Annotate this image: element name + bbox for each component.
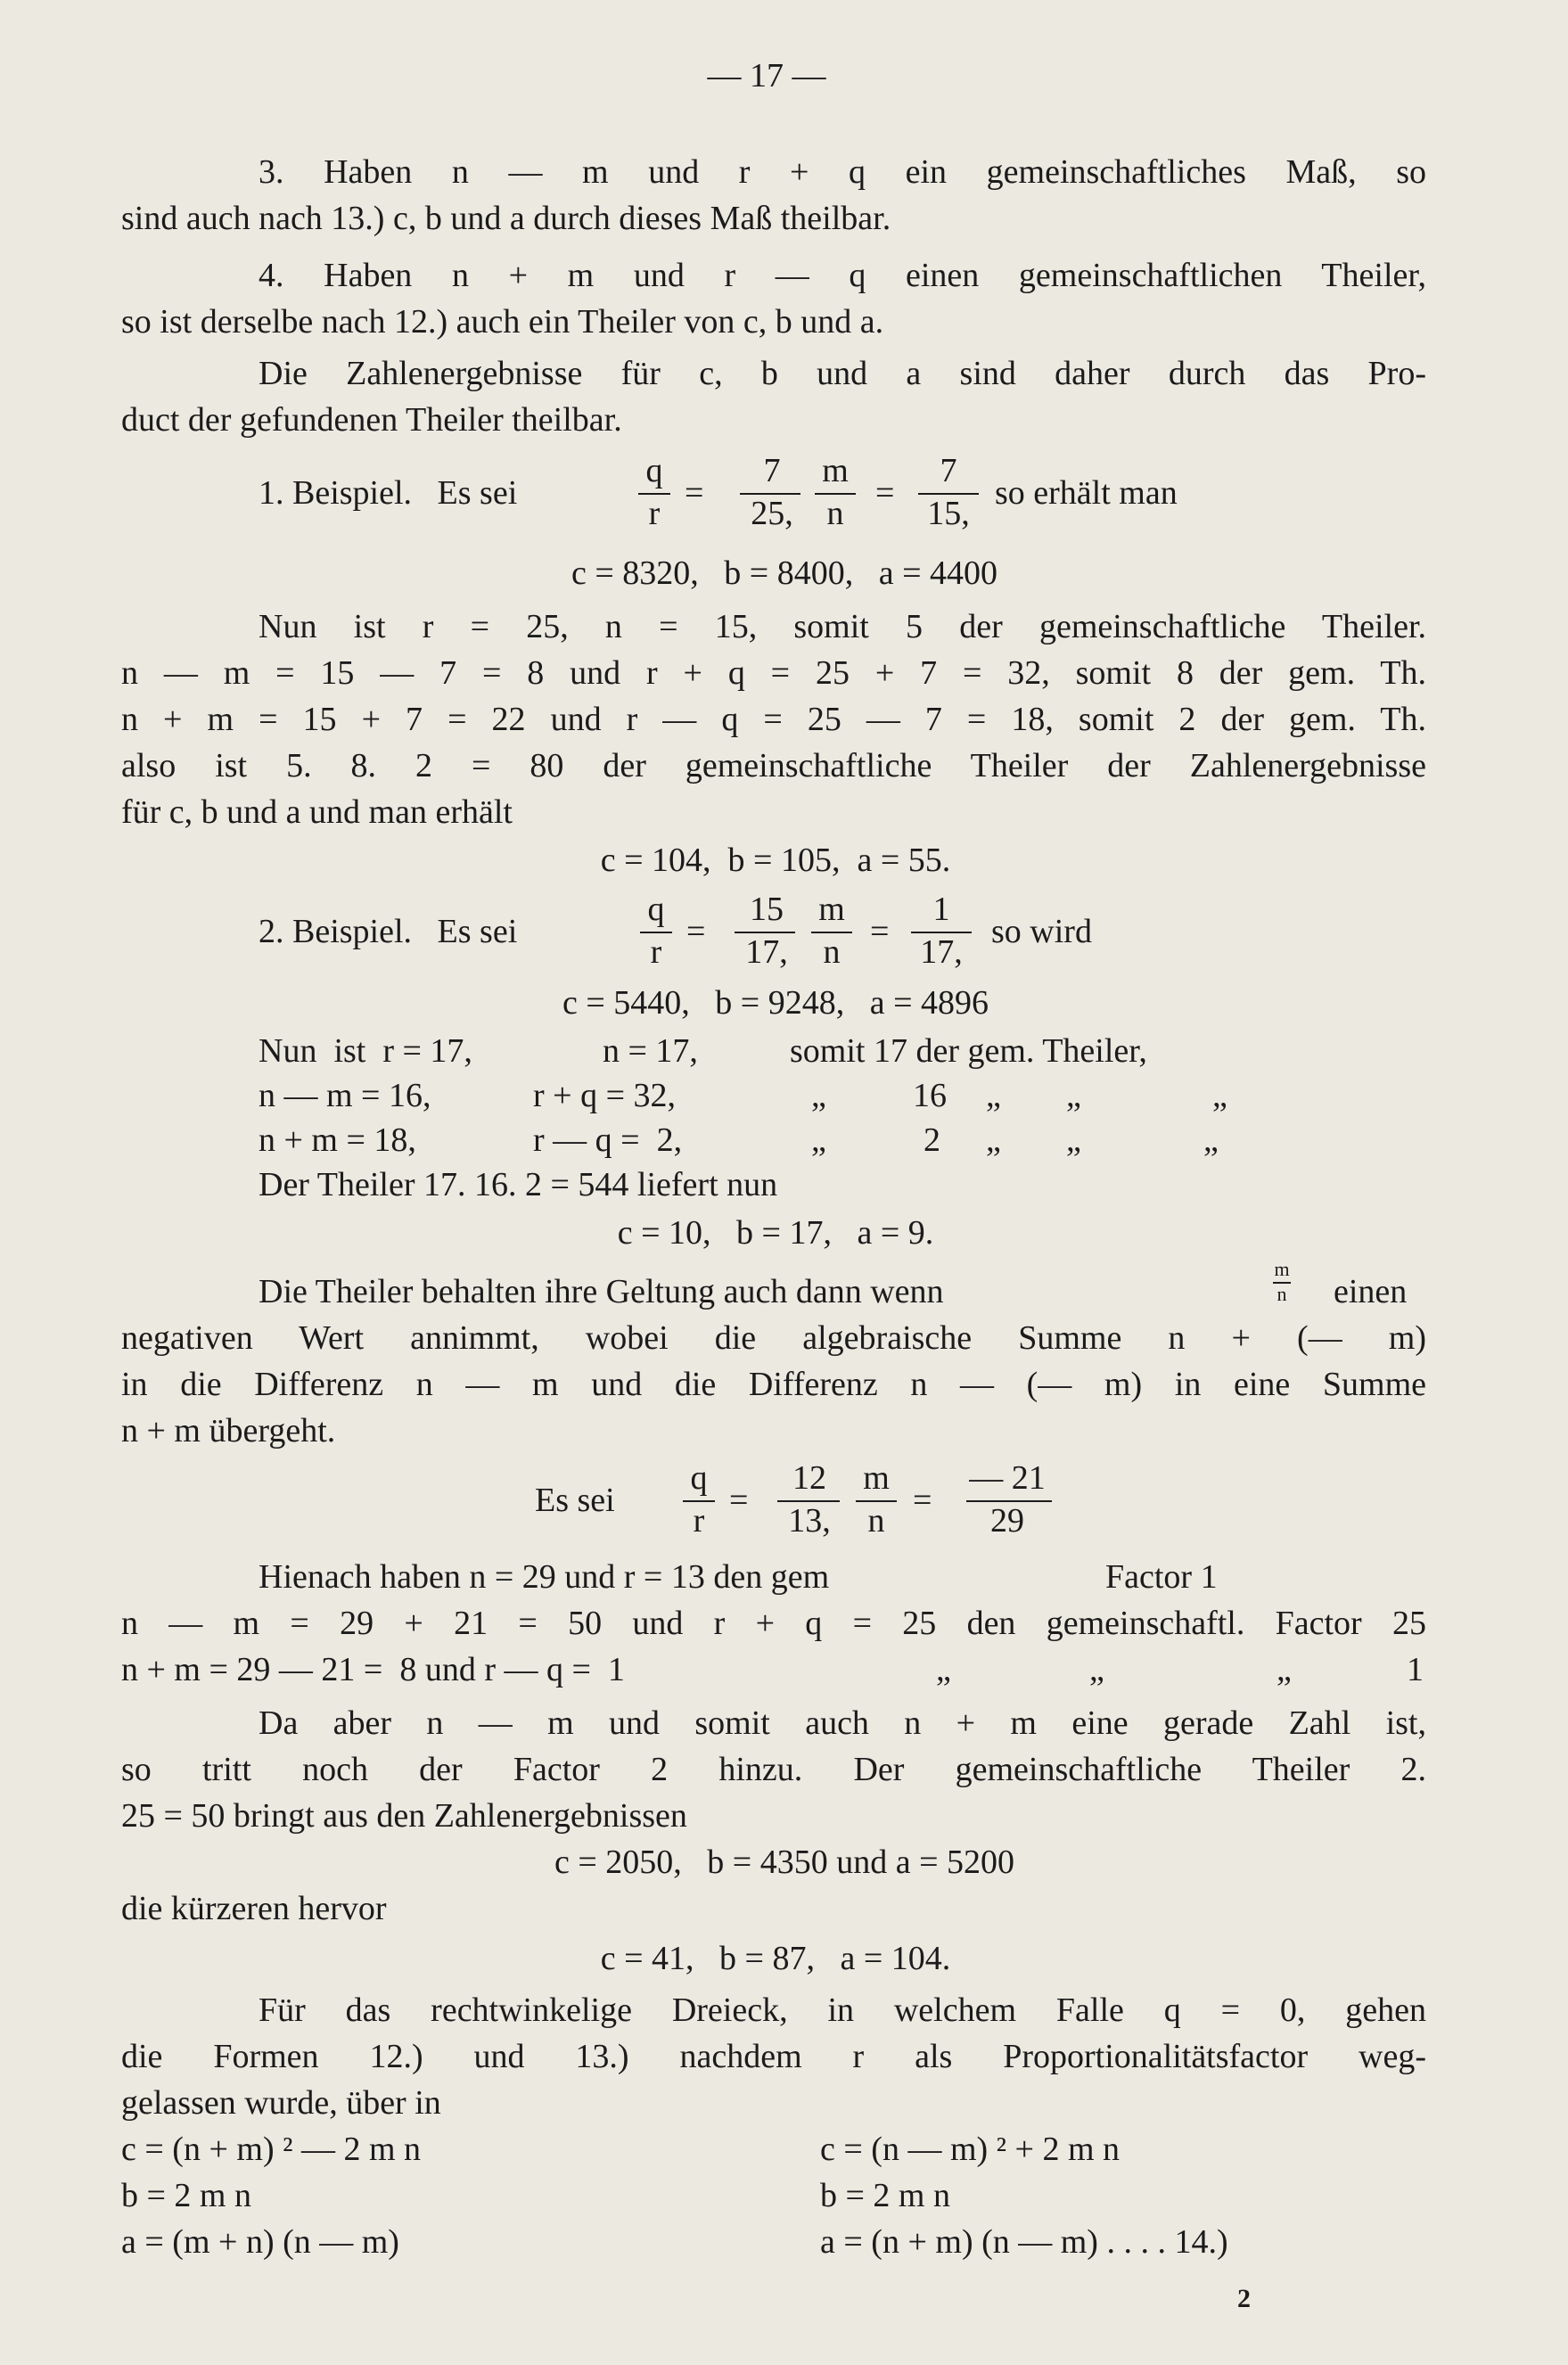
ex1-outro: so erhält man — [995, 474, 1178, 512]
ex3-row-3-num: 1 — [1407, 1651, 1424, 1688]
ex2-frac-n1: 15 — [750, 891, 784, 928]
ex2-row-2-ditto-3: „ — [1066, 1077, 1081, 1114]
ex2-row-2-b: r + q = 32, — [533, 1077, 677, 1114]
rt-line-3: gelassen wurde, über in — [121, 2084, 441, 2122]
ex3-row-2: n — m = 29 + 21 = 50 und r + q = 25 den gemeinschaftl. Factor 25 — [121, 1605, 1426, 1642]
ex2-outro: so wird — [991, 913, 1092, 950]
ex3-final: c = 41, b = 87, a = 104. — [600, 1940, 951, 1977]
ex3-row-1-a: Hienach haben n = 29 und r = 13 den gem — [259, 1558, 830, 1596]
rt-line-1: Für das rechtwinkelige Dreieck, in welchem Falle q = 0, gehen — [259, 1991, 1426, 2029]
ex2-row-2-ditto-2: „ — [986, 1077, 1001, 1114]
ex1-line-3: n + m = 15 + 7 = 22 und r — q = 25 — 7 = 18, somit 2 der gem. Th. — [121, 701, 1426, 738]
ex2-line-4: Der Theiler 17. 16. 2 = 544 liefert nun — [259, 1166, 778, 1203]
ex1-final: c = 104, b = 105, a = 55. — [600, 842, 951, 879]
ex2-row-3-a: n + m = 18, — [259, 1121, 416, 1159]
para-product-line-1: Die Zahlenergebnisse für c, b und a sind daher durch das Pro- — [259, 355, 1426, 392]
ex2-frac-q: q — [647, 891, 665, 928]
ex1-frac-n1: 7 — [763, 452, 781, 489]
ex1-eq-1: = — [685, 474, 704, 512]
rt-line-2: die Formen 12.) und 13.) nachdem r als Proportionalitätsfactor weg- — [121, 2038, 1426, 2075]
ex3-row-3-ditto-1: „ — [936, 1651, 951, 1688]
ex2-row-2-ditto-4: „ — [1212, 1077, 1227, 1114]
ex2-row-2-a: n — m = 16, — [259, 1077, 431, 1114]
para-3-line-2: sind auch nach 13.) c, b und a durch dieses Maß theilbar. — [121, 200, 891, 237]
ex2-result: c = 5440, b = 9248, a = 4896 — [562, 984, 989, 1022]
ex2-frac-n2: 1 — [932, 891, 950, 928]
ex2-row-3-ditto-4: „ — [1203, 1121, 1219, 1159]
ex1-line-1: Nun ist r = 25, n = 15, somit 5 der gemeinschaftliche Theiler. — [259, 608, 1426, 645]
ex3-frac-r: r — [693, 1502, 705, 1540]
ex2-frac-d2: 17, — [920, 933, 963, 971]
para-3-line-1: 3. Haben n — m und r + q ein gemeinschaftliches Maß, so — [259, 153, 1426, 191]
example-2-intro: 2. Beispiel. Es sei — [259, 913, 518, 950]
ex1-line-4: also ist 5. 8. 2 = 80 der gemeinschaftliche Theiler der Zahlenergebnisse — [121, 747, 1426, 784]
ex2-frac-r: r — [650, 933, 662, 971]
ex3-row-1-b: Factor 1 — [1105, 1558, 1218, 1596]
ex3-frac-n1: 12 — [792, 1459, 826, 1497]
ex3-frac-q: q — [690, 1459, 708, 1497]
ex1-frac-r: r — [648, 495, 661, 532]
ex1-frac-n: n — [826, 495, 844, 532]
ex1-frac-d1: 25, — [751, 495, 793, 532]
ex2-row-2-ditto: „ — [811, 1077, 826, 1114]
ex3-result: c = 2050, b = 4350 und a = 5200 — [554, 1844, 1015, 1881]
ex2-eq-2: = — [870, 913, 890, 950]
ex1-line-2: n — m = 15 — 7 = 8 und r + q = 25 + 7 = 32, somit 8 der gem. Th. — [121, 654, 1426, 692]
ex2-row-2-num: 16 — [913, 1077, 947, 1114]
ex3-frac-n2: — 21 — [969, 1459, 1046, 1497]
formula-left-b: b = 2 m n — [121, 2177, 251, 2214]
neg-frac-n: n — [1277, 1283, 1287, 1305]
para-4-line-1: 4. Haben n + m und r — q einen gemeinschaftlichen Theiler, — [259, 257, 1426, 294]
ex2-row-1-c: somit 17 der gem. Theiler, — [790, 1032, 1147, 1070]
ex2-row-1-b: n = 17, — [603, 1032, 698, 1070]
ex3-line-4: Da aber n — m und somit auch n + m eine gerade Zahl ist, — [259, 1704, 1426, 1742]
ex3-eq-1: = — [729, 1482, 749, 1519]
ex2-row-3-ditto-3: „ — [1066, 1121, 1081, 1159]
formula-right-c: c = (n — m) ² + 2 m n — [820, 2131, 1121, 2168]
ex2-frac-d1: 17, — [745, 933, 788, 971]
ex3-line-5: so tritt noch der Factor 2 hinzu. Der gemeinschaftliche Theiler 2. — [121, 1751, 1426, 1788]
ex3-row-3-ditto-2: „ — [1089, 1651, 1104, 1688]
ex2-row-3-b: r — q = 2, — [533, 1121, 683, 1159]
ex3-row-3-ditto-3: „ — [1277, 1651, 1292, 1688]
ex3-frac-d1: 13, — [788, 1502, 831, 1540]
neg-line-1b: einen — [1334, 1273, 1408, 1310]
ex3-line-6: 25 = 50 bringt aus den Zahlenergebnissen — [121, 1797, 687, 1835]
signature-mark: 2 — [1237, 2284, 1251, 2313]
example-1-intro: 1. Beispiel. Es sei — [259, 474, 518, 512]
formula-right-a: a = (n + m) (n — m) . . . . 14.) — [820, 2223, 1228, 2261]
page-number: — 17 — — [707, 57, 826, 94]
para-product-line-2: duct der gefundenen Theiler theilbar. — [121, 401, 622, 439]
ex3-eq-2: = — [913, 1482, 932, 1519]
ex1-frac-d2: 15, — [927, 495, 970, 532]
neg-line-2: negativen Wert annimmt, wobei die algebraische Summe n + (— m) — [121, 1319, 1426, 1357]
ex3-frac-m: m — [863, 1459, 890, 1497]
ex3-frac-d2: 29 — [990, 1502, 1024, 1540]
formula-right-b: b = 2 m n — [820, 2177, 950, 2214]
ex3-row-3-a: n + m = 29 — 21 = 8 und r — q = 1 — [121, 1651, 625, 1688]
ex1-eq-2: = — [875, 474, 895, 512]
ex1-frac-q: q — [645, 452, 663, 489]
neg-frac-m: m — [1274, 1258, 1290, 1280]
ex2-final: c = 10, b = 17, a = 9. — [617, 1214, 934, 1252]
neg-line-4: n + m übergeht. — [121, 1412, 336, 1449]
ex1-frac-m: m — [822, 452, 849, 489]
ex1-line-5: für c, b und a und man erhält — [121, 793, 513, 831]
ex3-frac-n: n — [867, 1502, 885, 1540]
ex2-row-1-a: Nun ist r = 17, — [259, 1032, 472, 1070]
ex2-row-3-num: 2 — [924, 1121, 940, 1159]
ex1-frac-n2: 7 — [940, 452, 957, 489]
para-4-line-2: so ist derselbe nach 12.) auch ein Theiler von c, b und a. — [121, 303, 884, 341]
ex2-frac-m: m — [818, 891, 845, 928]
ex2-row-3-ditto-2: „ — [986, 1121, 1001, 1159]
neg-line-3: in die Differenz n — m und die Differenz n — (— m) in eine Summe — [121, 1366, 1426, 1403]
ex3-intro: Es sei — [535, 1482, 615, 1519]
formula-left-a: a = (m + n) (n — m) — [121, 2223, 399, 2261]
ex3-line-7: die kürzeren hervor — [121, 1890, 387, 1927]
ex2-eq-1: = — [686, 913, 706, 950]
ex2-row-3-ditto: „ — [811, 1121, 826, 1159]
neg-line-1a: Die Theiler behalten ihre Geltung auch dann wenn — [259, 1273, 944, 1310]
ex2-frac-n: n — [823, 933, 841, 971]
formula-left-c: c = (n + m) ² — 2 m n — [121, 2131, 422, 2168]
ex1-result: c = 8320, b = 8400, a = 4400 — [571, 554, 998, 592]
